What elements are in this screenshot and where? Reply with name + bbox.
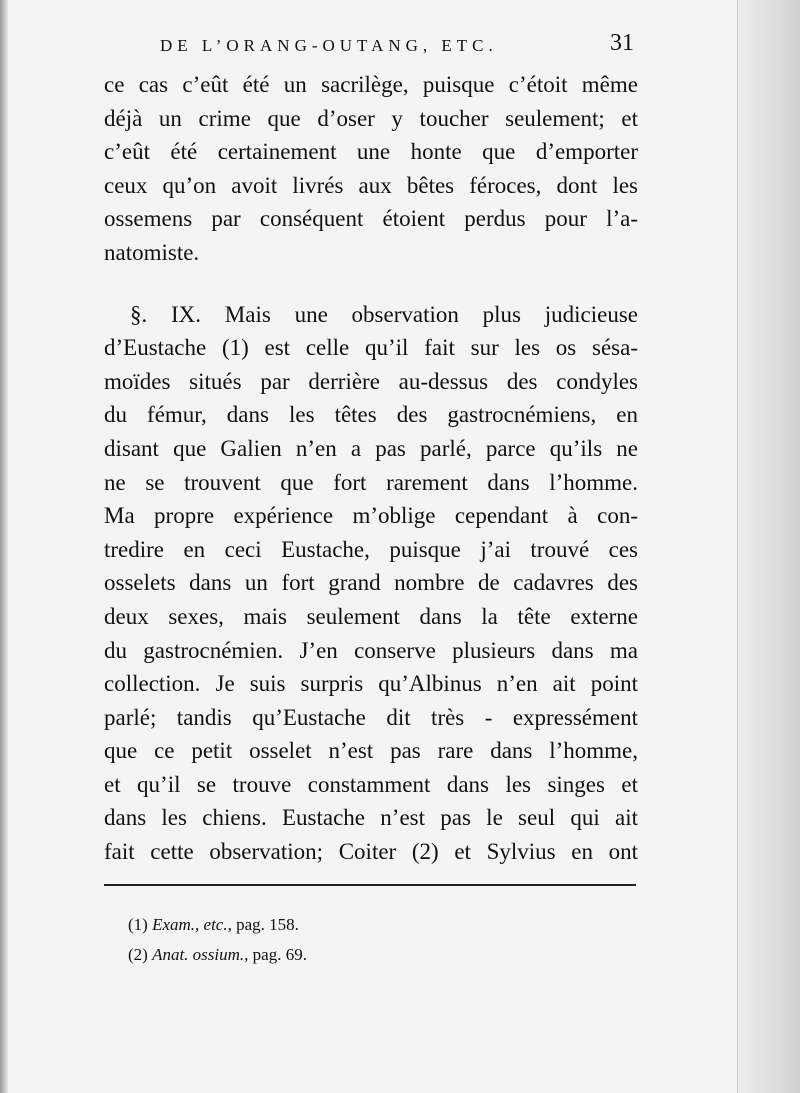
paragraph: [104, 298, 638, 869]
footnote-divider: [104, 884, 636, 886]
text-line: moïdes situés par derrière au-dessus des condyles: [104, 368, 638, 394]
footnote: [128, 940, 608, 970]
paragraph-gap: [104, 270, 638, 298]
text-line: §. IX. Mais une observation plus judicieuse: [130, 301, 638, 327]
text-line: ceux qu’on avoit livrés aux bêtes féroces, dont les: [104, 172, 638, 198]
text-line: osselets dans un fort grand nombre de cadavres des: [104, 570, 638, 596]
footnote-marker: (1): [128, 915, 148, 934]
paragraph: [104, 68, 638, 270]
text-line: et qu’il se trouve constamment dans les singes et: [104, 771, 638, 797]
footnote-ref: , pag. 158.: [227, 915, 299, 934]
page-number: 31: [610, 30, 634, 56]
footnote: [128, 910, 608, 940]
text-line: deux sexes, mais seulement dans la tête externe: [104, 603, 638, 629]
text-line: tredire en ceci Eustache, puisque j’ai trouvé ces: [104, 536, 638, 562]
running-title: DE L’ORANG-OUTANG, ETC.: [160, 36, 498, 55]
page-binding-edge: [0, 0, 8, 1093]
footnote-ref: , pag. 69.: [244, 945, 307, 964]
text-line: que ce petit osselet n’est pas rare dans l’homme,: [104, 738, 638, 764]
text-line: collection. Je suis surpris qu’Albinus n’en ait point: [104, 671, 638, 697]
text-line: du fémur, dans les têtes des gastrocnémiens, en: [104, 402, 638, 428]
text-line: du gastrocnémien. J’en conserve plusieurs dans ma: [104, 637, 638, 663]
text-line: fait cette observation; Coiter (2) et Sylvius en ont: [104, 839, 638, 865]
footnote-title: Anat. ossium.: [152, 945, 245, 964]
footnotes: [128, 910, 608, 970]
text-line: Ma propre expérience m’oblige cependant à con-: [104, 503, 638, 529]
text-line: ossemens par conséquent étoient perdus pour l’a-: [104, 206, 638, 232]
text-line: ce cas c’eût été un sacrilège, puisque c’étoit même: [104, 72, 638, 97]
text-line: ne se trouvent que fort rarement dans l’homme.: [104, 469, 638, 495]
text-line: disant que Galien n’en a pas parlé, parce qu’ils ne: [104, 435, 638, 461]
text-line: natomiste.: [104, 239, 200, 265]
text-line: dans les chiens. Eustache n’est pas le seul qui ait: [104, 805, 638, 831]
text-line: c’eût été certainement une honte que d’emporter: [104, 139, 638, 165]
footnote-title: Exam., etc.: [152, 915, 228, 934]
text-line: parlé; tandis qu’Eustache dit très - expressément: [104, 704, 638, 730]
body-text: [104, 68, 638, 869]
footnote-marker: (2): [128, 945, 148, 964]
page-header: [108, 30, 638, 60]
page-right-margin: [737, 0, 800, 1093]
text-line: d’Eustache (1) est celle qu’il fait sur les os sésa-: [104, 335, 638, 361]
text-line: déjà un crime que d’oser y toucher seulement; et: [104, 105, 638, 131]
